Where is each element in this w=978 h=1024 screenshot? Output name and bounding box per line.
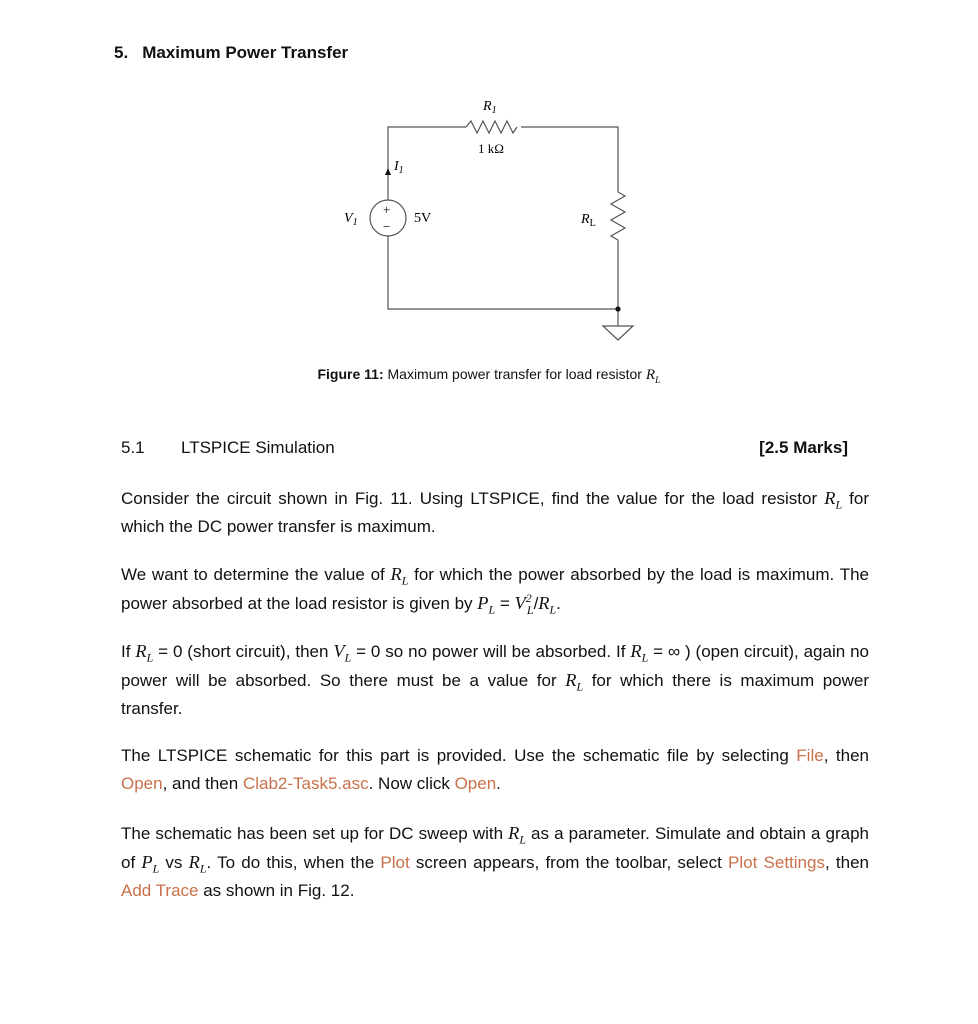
paragraph-text: . <box>496 774 501 793</box>
paragraph-text: , then <box>823 746 869 765</box>
v1-label: $V_1$ <box>344 211 358 228</box>
paragraph-text: If <box>121 642 136 661</box>
paragraph-text: = 0 so no power will be absorbed. If <box>351 642 631 661</box>
subsection-number: 5.1 <box>121 438 145 457</box>
paragraph-text: , then <box>824 853 869 872</box>
menu-reference-link: Clab2-Task5.asc <box>242 774 369 793</box>
subsection-title: LTSPICE Simulation <box>181 438 335 457</box>
paragraph-text: . Now click <box>368 774 455 793</box>
math-symbol: $R_L$ <box>135 641 154 665</box>
paragraph-text: for which there is maximum power transfer. <box>121 671 870 718</box>
menu-reference-link: Open <box>121 774 163 793</box>
i1-label: $I_1$ <box>394 159 404 176</box>
caption-label: Figure 11: <box>317 366 384 382</box>
r1-value: 1 kΩ <box>478 141 504 156</box>
rl-label: $R_L$ <box>581 212 596 229</box>
paragraph-text: The schematic has been set up for DC sweep with <box>121 824 509 843</box>
wire-left-top <box>388 127 466 200</box>
heading-number: 5. <box>114 43 129 62</box>
math-symbol: $R_L$ <box>565 670 584 694</box>
paragraph <box>121 560 869 618</box>
plus-sign: + <box>383 202 391 217</box>
menu-reference-link: Plot <box>380 853 410 872</box>
paragraph-text: Consider the circuit shown in Fig. 11. Using LTSPICE, find the value for the load resistor <box>121 489 825 508</box>
paragraph-text: vs <box>159 853 189 872</box>
paragraph <box>121 819 869 905</box>
paragraph-text: , and then <box>162 774 243 793</box>
paragraph-text: = <box>495 594 515 613</box>
menu-reference-link: Open <box>454 774 497 793</box>
math-symbol: $R_L$ <box>390 564 409 588</box>
caption-math: $R_L$ <box>645 367 661 387</box>
math-symbol: $V_L$ <box>333 641 352 665</box>
math-symbol: $R_L$ <box>538 593 557 617</box>
math-symbol: $V^2_L$ <box>514 590 534 617</box>
figure-caption <box>0 366 978 387</box>
paragraph-text: The LTSPICE schematic for this part is provided. Use the schematic file by selecting <box>121 746 797 765</box>
marks-label: [2.5 Marks] <box>759 438 848 457</box>
paragraph-text: = ∞ ) (open circuit), again no power will be absorbed. So there must be a value for <box>121 642 870 690</box>
paragraph <box>121 637 869 723</box>
paragraph-text: . <box>556 594 561 613</box>
paragraph-text: . To do this, when the <box>206 853 381 872</box>
math-symbol: $R_L$ <box>630 641 649 665</box>
math-symbol: $R_L$ <box>824 488 843 512</box>
ground-icon <box>603 309 633 340</box>
heading-title: Maximum Power Transfer <box>142 43 349 62</box>
wire-bottom <box>388 236 618 309</box>
math-symbol: $R_L$ <box>508 823 526 847</box>
menu-reference-link: Add Trace <box>121 881 199 900</box>
paragraph-text: = 0 (short circuit), then <box>153 642 334 661</box>
rl-resistor <box>611 192 625 240</box>
current-arrow-icon <box>385 168 391 175</box>
caption-text: Maximum power transfer for load resistor <box>387 366 646 382</box>
circuit-diagram <box>0 0 978 400</box>
paragraph-text: as shown in Fig. 12. <box>198 881 355 900</box>
paragraph-text: for which the DC power transfer is maximum. <box>121 489 870 536</box>
paragraph-text: as a parameter. Simulate and obtain a graph of <box>121 824 869 872</box>
paragraph <box>121 484 869 541</box>
paragraph-text: We want to determine the value of <box>121 565 391 584</box>
paragraph <box>121 742 869 798</box>
math-symbol: $R_L$ <box>188 852 207 876</box>
wire-top-right <box>521 127 618 192</box>
r1-label: $R_1$ <box>483 99 497 116</box>
paragraph-text: for which the power absorbed by the load is maximum. The power absorbed at the load resistor is given by <box>121 565 869 613</box>
minus-sign: − <box>383 219 391 234</box>
math-symbol: $P_L$ <box>141 852 160 876</box>
math-symbol: $P_L$ <box>477 593 496 617</box>
r1-resistor <box>466 121 517 133</box>
paragraph-text: / <box>533 594 539 613</box>
ground-node <box>615 306 620 311</box>
v1-value: 5V <box>414 211 432 226</box>
paragraph-text: screen appears, from the toolbar, select <box>409 853 729 872</box>
menu-reference-link: Plot Settings <box>728 853 825 872</box>
menu-reference-link: File <box>796 746 824 765</box>
